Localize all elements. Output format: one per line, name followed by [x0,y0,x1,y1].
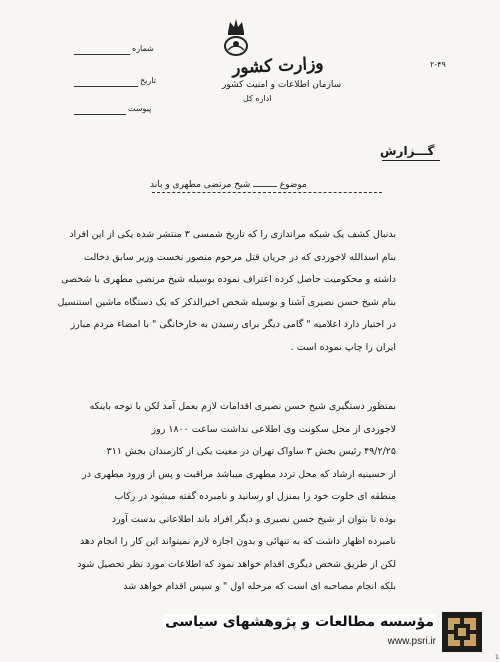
body-line: در اختیار دارد اعلامیه " گامی دیگر برای رسیدن به خارخانگی " با امضاء مردم مبارز [70,319,396,330]
body-line: بنام شیخ حسن نصیری آشنا و بوسیله شخص اخیرالذکر که یک دستگاه ماشین استنسیل [57,296,396,308]
body-line: بنام اسدالله لاجوردی که در جریان قتل مرحوم منصور نخست وزیر سابق دخالت [84,251,396,263]
body-line: بمنظور دستگیری شیخ حسن نصیری اقدامات لازم بعمل آمد لکن با توجه باینکه [89,401,396,412]
body-line: از حسینیه ارشاد که محل تردد مطهری میباشد مراقبت و پس از ورود مطهری در [82,468,396,480]
body-paragraph-2 [30,396,396,599]
body-line: بلکه انجام مصاحبه ای است که مرحله اول " و سپس اقدام خواهد شد [123,581,396,592]
body-line: منطقه ای خلوت خود را بمنزل او رسانید و نامبرده گفته میشود در رکاب [114,491,396,502]
body-line: بدنبال کشف یک شبکه مراندازی را که تاریخ شمسی ۳ منتشر شده یکی از این افراد [69,229,396,240]
body-line: ایران را چاپ نموده است . [290,341,396,353]
date-field-label: تاریخ [140,76,156,85]
attachment-field-line [74,114,126,115]
date-field-line [74,86,138,87]
body-line: بوده تا بتوان از شیخ حسن نصیری و دیگر افراد باند اطلاعاتی بدست آورد [111,513,396,525]
report-title-underline [382,160,440,161]
attachment-field-label: پیوست [128,104,152,113]
body-line: داشته و محکومیت حاصل کرده اعتراف نموده بوسیله شیخ مرتضی مطهری با شخصی [61,274,396,285]
body-line: لکن از طریق شخص دیگری اقدام خواهد نمود که اطلاعات مورد نظر تحصیل شود [77,558,396,570]
body-line: ۴۹/۲/۲۵ رئیس بخش ۳ ساواک تهران در معیت یکی از کارمندان بخش ۳۱۱ [106,446,396,457]
body-line: نامبرده اظهار داشت که به تنهائی و بدون اجازه لازم نمیتواند این کار را انجام دهد [79,536,396,547]
report-title: گـــزارش [380,144,435,158]
subject-underline [152,192,382,194]
psri-logo-icon [442,612,482,652]
body-paragraph-1 [30,224,396,359]
page-number: 1 [495,654,499,661]
watermark-url: www.psri.ir [387,636,436,647]
body-line: لاجوردی از محل سکونت وی اطلاعی نداشت ساعت ۱۸۰۰ روز [151,423,396,435]
watermark-institute-name: مؤسسه مطالعات و پژوهشهای سیاسی [165,614,434,630]
department-unit: اداره کل [243,94,272,103]
number-field-line [74,54,130,55]
number-field-label: شماره [132,44,154,53]
lion-and-sun-emblem-icon [218,16,254,60]
organization-name: سازمان اطلاعات و امنیت کشور [222,80,342,90]
ministry-name: وزارت کشور [231,53,324,79]
document-code: ۲-۴۹ [430,60,446,69]
report-subject: موضوع ـــــــــ شیخ مرتضی مطهری و باند [150,180,307,190]
